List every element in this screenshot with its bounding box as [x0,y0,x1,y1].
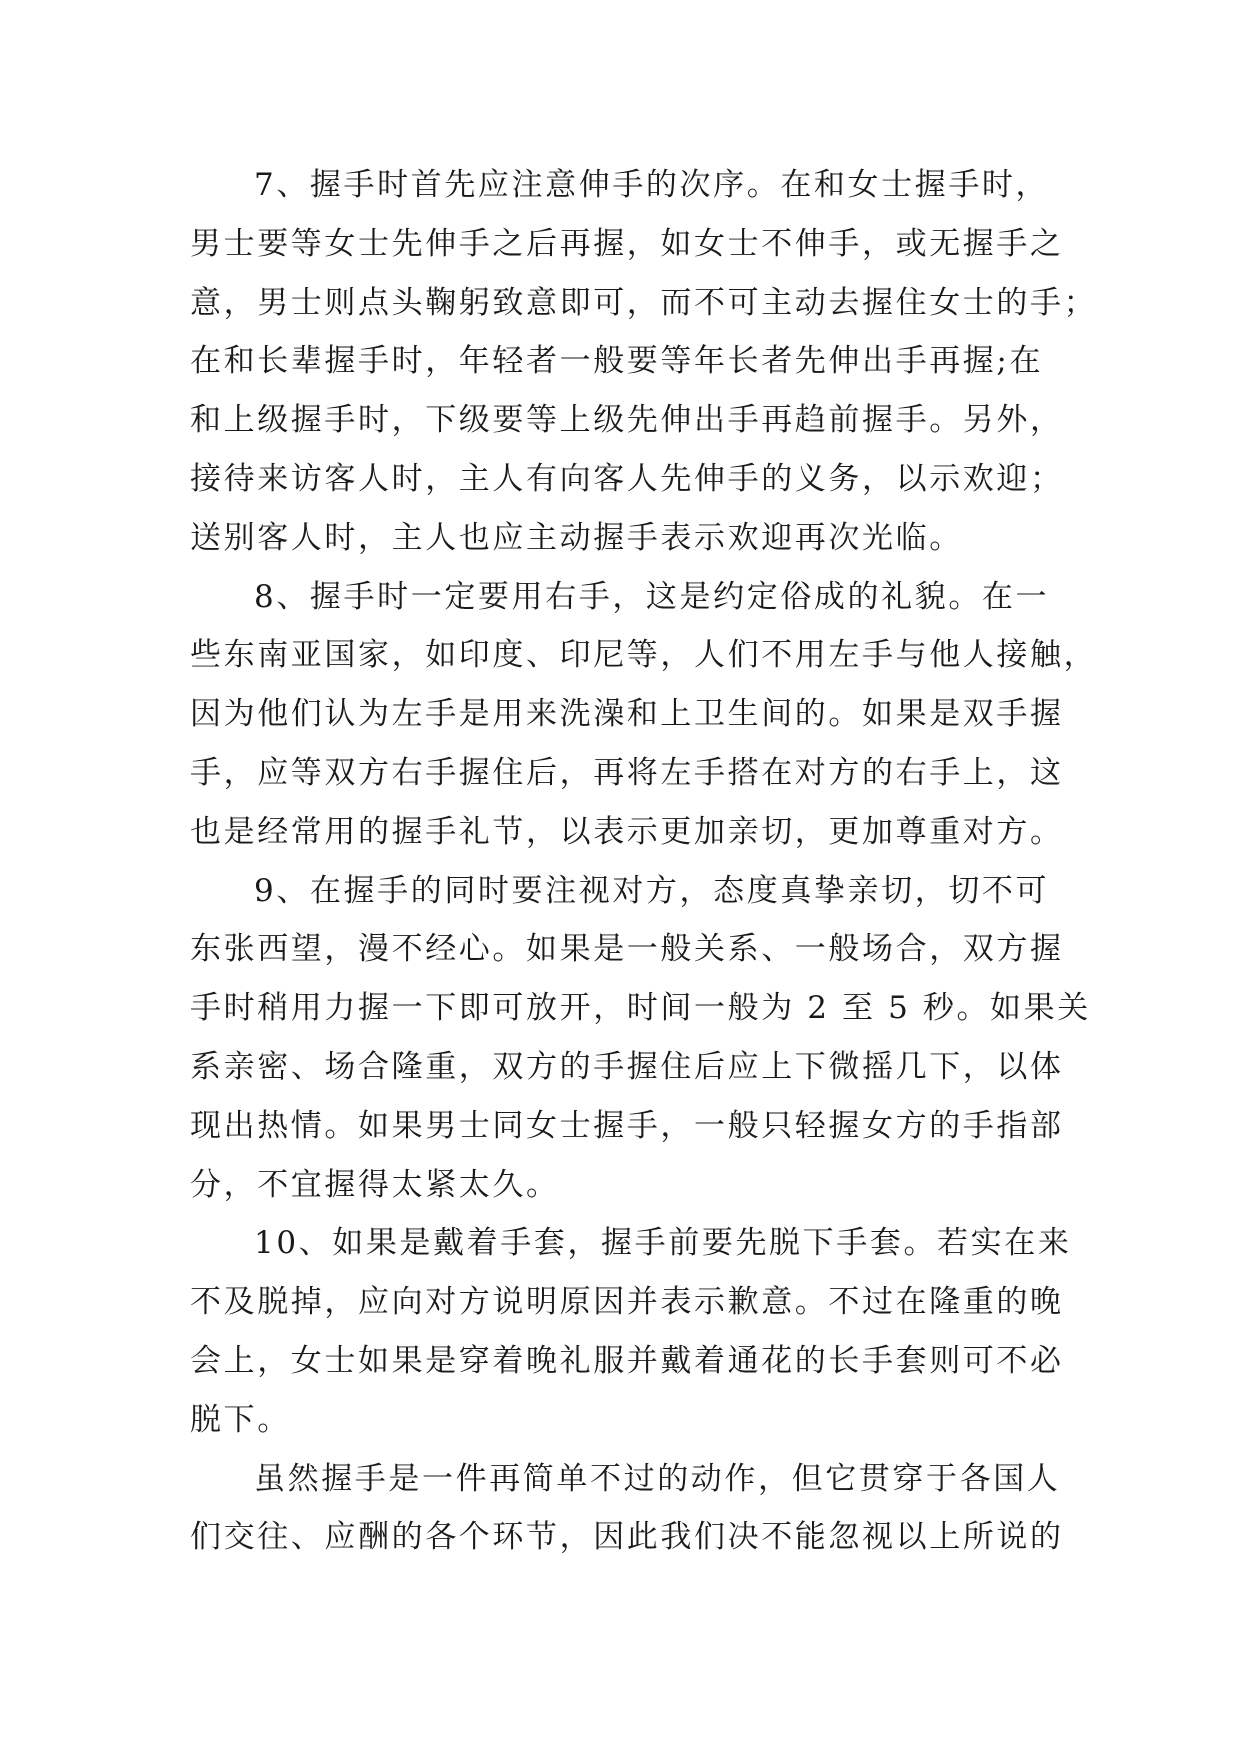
paragraph-line: 10、如果是戴着手套，握手前要先脱下手套。若实在来 [254,1225,1072,1262]
paragraph-line: 手，应等双方右手握住后，再将左手搭在对方的右手上，这 [190,754,1064,791]
paragraph-line: 和上级握手时，下级要等上级先伸出手再趋前握手。另外， [190,402,1064,439]
paragraph-10 [190,1214,1070,1449]
paragraph-line: 现出热情。如果男士同女士握手，一般只轻握女方的手指部 [190,1107,1064,1144]
paragraph-line: 在和长辈握手时，年轻者一般要等年长者先伸出手再握;在 [190,343,1044,380]
paragraph-line: 8、握手时一定要用右手，这是约定俗成的礼貌。在一 [254,578,1050,615]
paragraph-line: 手时稍用力握一下即可放开，时间一般为 2 至 5 秒。如果关 [190,990,1091,1027]
paragraph-line: 虽然握手是一件再简单不过的动作，但它贯穿于各国人 [254,1460,1061,1497]
paragraph-line: 些东南亚国家，如印度、印尼等，人们不用左手与他人接触， [190,637,1098,674]
paragraph-line: 分，不宜握得太紧太久。 [190,1166,560,1203]
paragraph-line: 接待来访客人时，主人有向客人先伸手的义务，以示欢迎； [190,460,1064,497]
paragraph-8 [190,568,1098,862]
paragraph-line: 7、握手时首先应注意伸手的次序。在和女士握手时， [254,167,1050,203]
paragraph-line: 不及脱掉，应向对方说明原因并表示歉意。不过在隆重的晚 [190,1284,1064,1321]
paragraph-line: 会上，女士如果是穿着晚礼服并戴着通花的长手套则可不必 [190,1342,1064,1379]
paragraph-line: 9、在握手的同时要注视对方，态度真挚亲切，切不可 [254,872,1050,909]
paragraph-line: 男士要等女士先伸手之后再握，如女士不伸手，或无握手之 [190,225,1064,262]
paragraph-7 [190,156,1098,568]
paragraph-line: 意，男士则点头鞠躬致意即可，而不可主动去握住女士的手； [190,284,1098,321]
paragraph-line: 系亲密、场合隆重，双方的手握住后应上下微摇几下，以体 [190,1048,1064,1085]
paragraph-line: 东张西望，漫不经心。如果是一般关系、一般场合，双方握 [190,931,1064,968]
paragraph-line: 们交往、应酬的各个环节，因此我们决不能忽视以上所说的 [190,1519,1064,1556]
paragraph-line: 因为他们认为左手是用来洗澡和上卫生间的。如果是双手握 [190,696,1064,733]
paragraph-9 [190,862,1091,1215]
paragraph-line: 也是经常用的握手礼节，以表示更加亲切，更加尊重对方。 [190,813,1064,850]
document-body [190,156,1098,1567]
paragraph-conclusion [190,1450,1070,1568]
paragraph-line: 送别客人时，主人也应主动握手表示欢迎再次光临。 [190,519,963,556]
paragraph-line: 脱下。 [190,1401,291,1438]
